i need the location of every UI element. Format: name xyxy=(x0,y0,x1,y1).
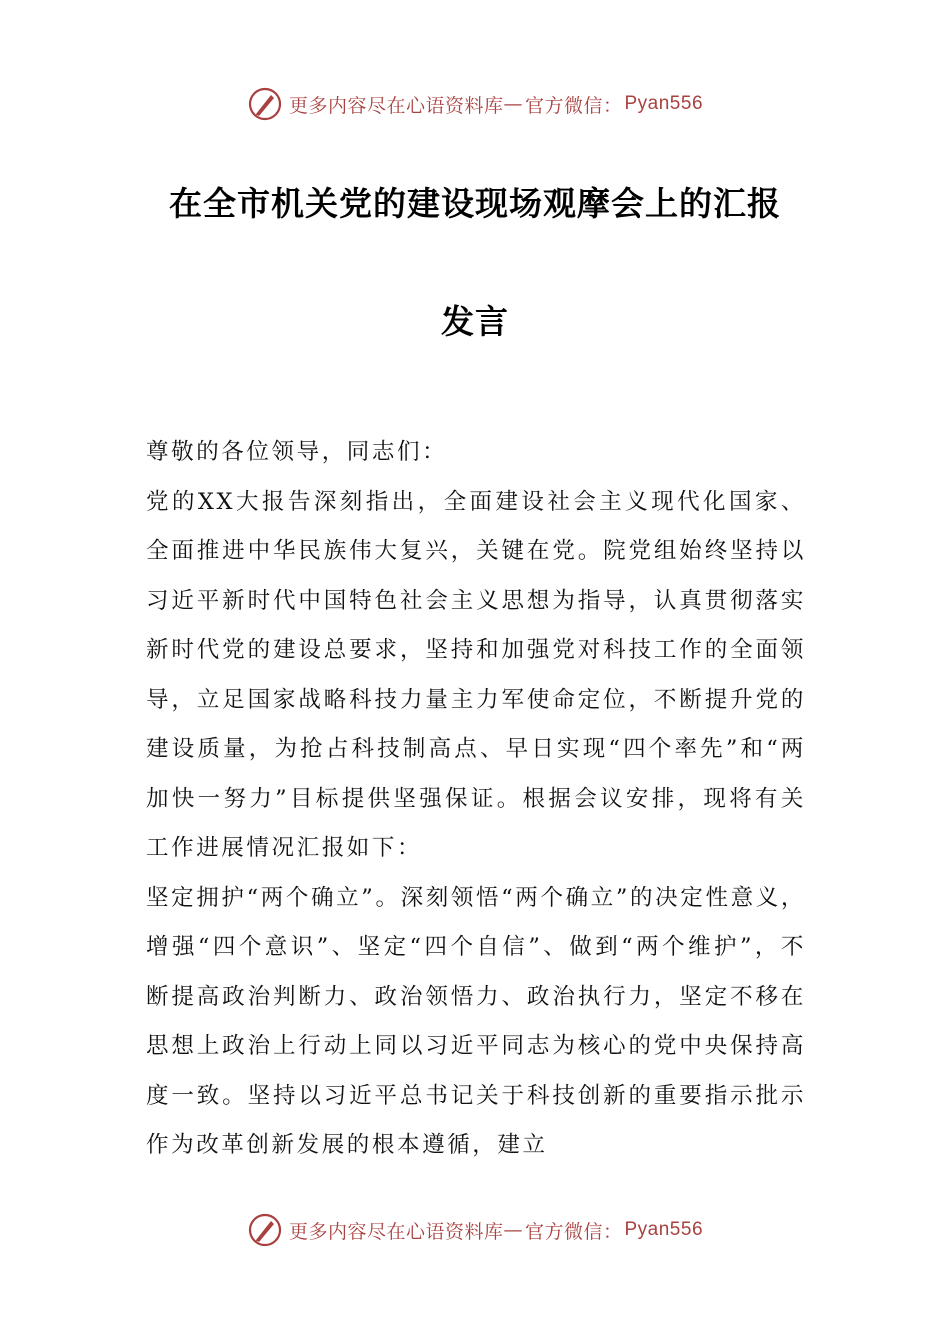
quill-pen-logo-icon xyxy=(247,86,283,122)
salutation: 尊敬的各位领导，同志们： xyxy=(146,439,448,465)
paragraph-intro: 党的XX大报告深刻指出，全面建设社会主义现代化国家、全面推进中华民族伟大复兴，关键在党。院党组始终坚持以习近平新时代中国特色社会主义思想为指导，认真贯彻落实新时代党的建设总要求，坚持和加强党对科技工作的全面领导，立足国家战略科技力量主力军使命定位，不断提升党的建设质量，为抢占科技制高点、早日实现“四个率先”和“两加快一努力”目标提供坚强保证。根据会议安排，现将有关工作进展情况汇报如下： xyxy=(146,488,806,861)
watermark-site-text: 更多内容尽在心语资料库 xyxy=(288,94,504,117)
watermark-dash: — xyxy=(503,1219,523,1241)
header-watermark xyxy=(0,84,950,124)
quill-pen-logo-icon xyxy=(247,1212,283,1248)
document-body xyxy=(146,428,806,1171)
paragraph-two-establishments: 坚定拥护“两个确立”。深刻领悟“两个确立”的决定性意义，增强“四个意识”、坚定“四个自信”、做到“两个维护”，不断提高政治判断力、政治领悟力、政治执行力，坚定不移在思想上政治上行动上同以习近平同志为核心的党中央保持高度一致。坚持以习近平总书记关于科技创新的重要指示批示作为改革创新发展的根本遵循，建立 xyxy=(146,884,806,1158)
watermark-site-text: 更多内容尽在心语资料库 xyxy=(288,1220,504,1243)
footer-watermark xyxy=(0,1210,950,1250)
watermark-wechat-label: 官方微信： xyxy=(524,94,623,117)
watermark-wechat-label: 官方微信： xyxy=(524,1220,623,1243)
watermark-dash: — xyxy=(503,93,523,115)
watermark-wechat-id: Pyan556 xyxy=(624,93,704,114)
watermark-wechat-id: Pyan556 xyxy=(624,1219,704,1240)
document-title-line-1: 在全市机关党的建设现场观摩会上的汇报 xyxy=(169,184,781,223)
document-title-line-2: 发言 xyxy=(441,302,509,341)
